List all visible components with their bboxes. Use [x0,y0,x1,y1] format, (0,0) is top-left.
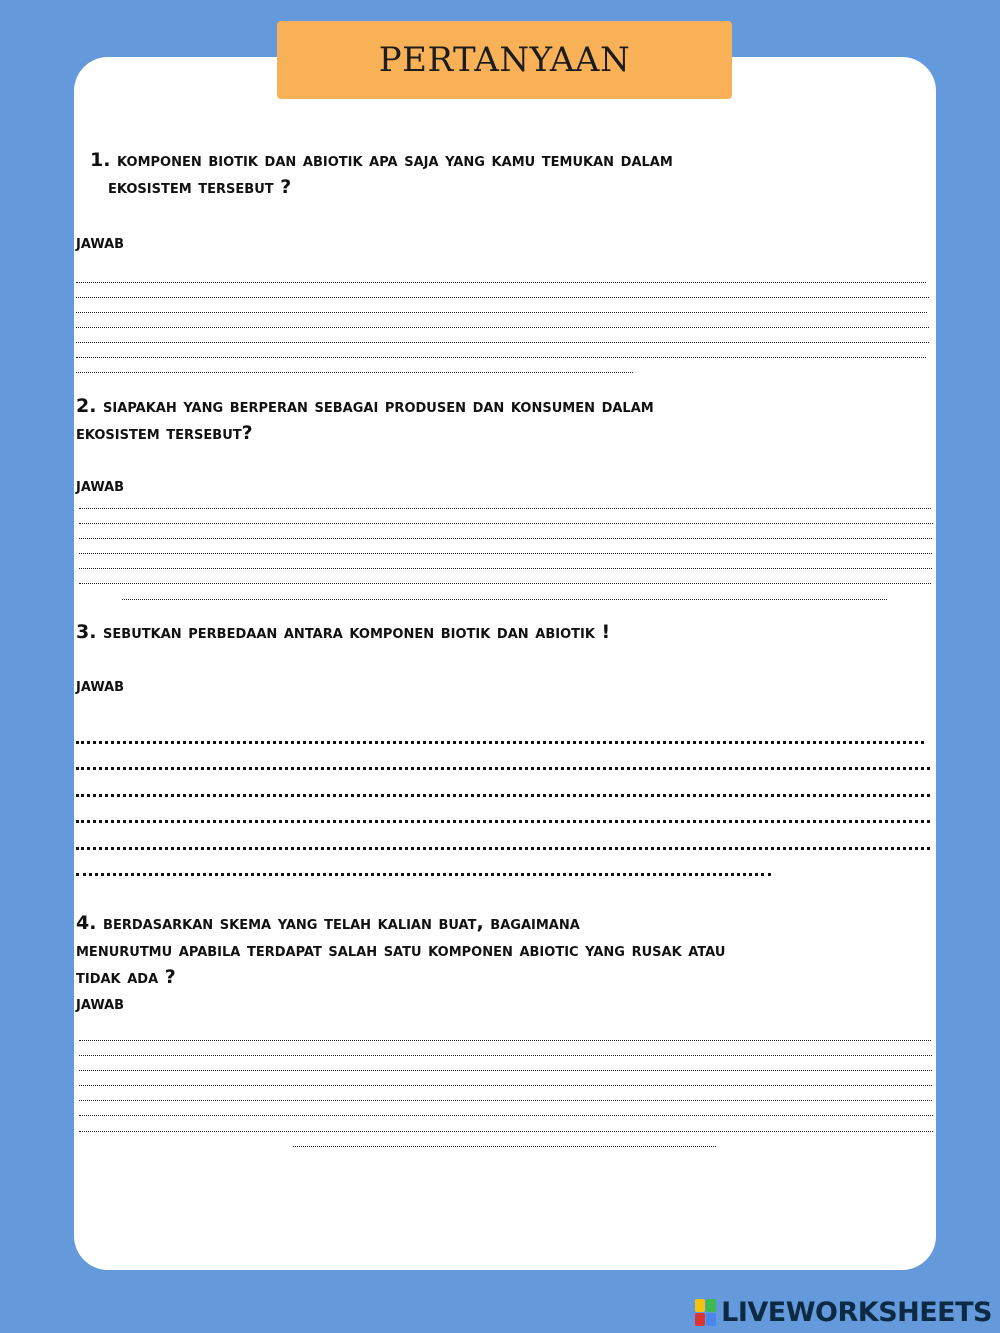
answer-line [76,282,926,283]
page-title: PERTANYAAN [378,40,631,80]
answer-line [76,372,633,373]
question-4-line-1: 4. berdasarkan skema yang telah kalian buat, bagaimana [76,912,580,934]
liveworksheets-brand [695,1297,992,1328]
question-4-answer-label: jawab [76,992,125,1014]
answer-line [76,312,927,313]
answer-line [76,327,929,328]
question-3-line-1: 3. sebutkan perbedaan antara komponen biotik dan abiotik ! [76,621,611,643]
question-4-line-3: tidak ada ? [76,966,176,988]
answer-line [79,1131,933,1132]
answer-line [79,508,931,509]
question-2-line-1: 2. siapakah yang berperan sebagai produsen dan konsumen dalam [76,395,654,417]
question-4-line-2: menurutmu apabila terdapat salah satu komponen abiotic yang rusak atau [76,939,726,961]
liveworksheets-wordmark: LIVEWORKSHEETS [721,1297,992,1328]
answer-line [76,342,929,343]
question-1-line-1: 1. komponen biotik dan abiotik apa saja yang kamu temukan dalam [90,149,673,171]
question-2-answer-label: jawab [76,474,125,496]
question-1-line-2: ekosistem tersebut ? [108,176,292,198]
answer-line [79,1070,932,1071]
answer-line [76,847,930,850]
answer-line [76,357,926,358]
liveworksheets-logo-icon [695,1299,717,1327]
answer-line [76,741,924,744]
question-2-line-2: ekosistem tersebut? [76,422,253,444]
answer-line [79,568,932,569]
answer-line [79,1040,931,1041]
answer-line [79,1085,932,1086]
answer-line [76,794,930,797]
answer-line [76,873,771,876]
answer-line [79,583,931,584]
title-banner [277,21,732,99]
answer-line [79,1055,932,1056]
worksheet-card [74,57,936,1270]
answer-line [76,767,930,770]
answer-line [79,1115,933,1116]
answer-line [122,599,887,600]
answer-line [79,1100,932,1101]
question-3-answer-label: jawab [76,674,125,696]
answer-line [76,820,930,823]
answer-line [76,297,929,298]
answer-line [293,1146,716,1147]
question-1-answer-label: jawab [76,231,125,253]
answer-line [79,523,933,524]
answer-line [79,538,932,539]
answer-line [79,553,932,554]
